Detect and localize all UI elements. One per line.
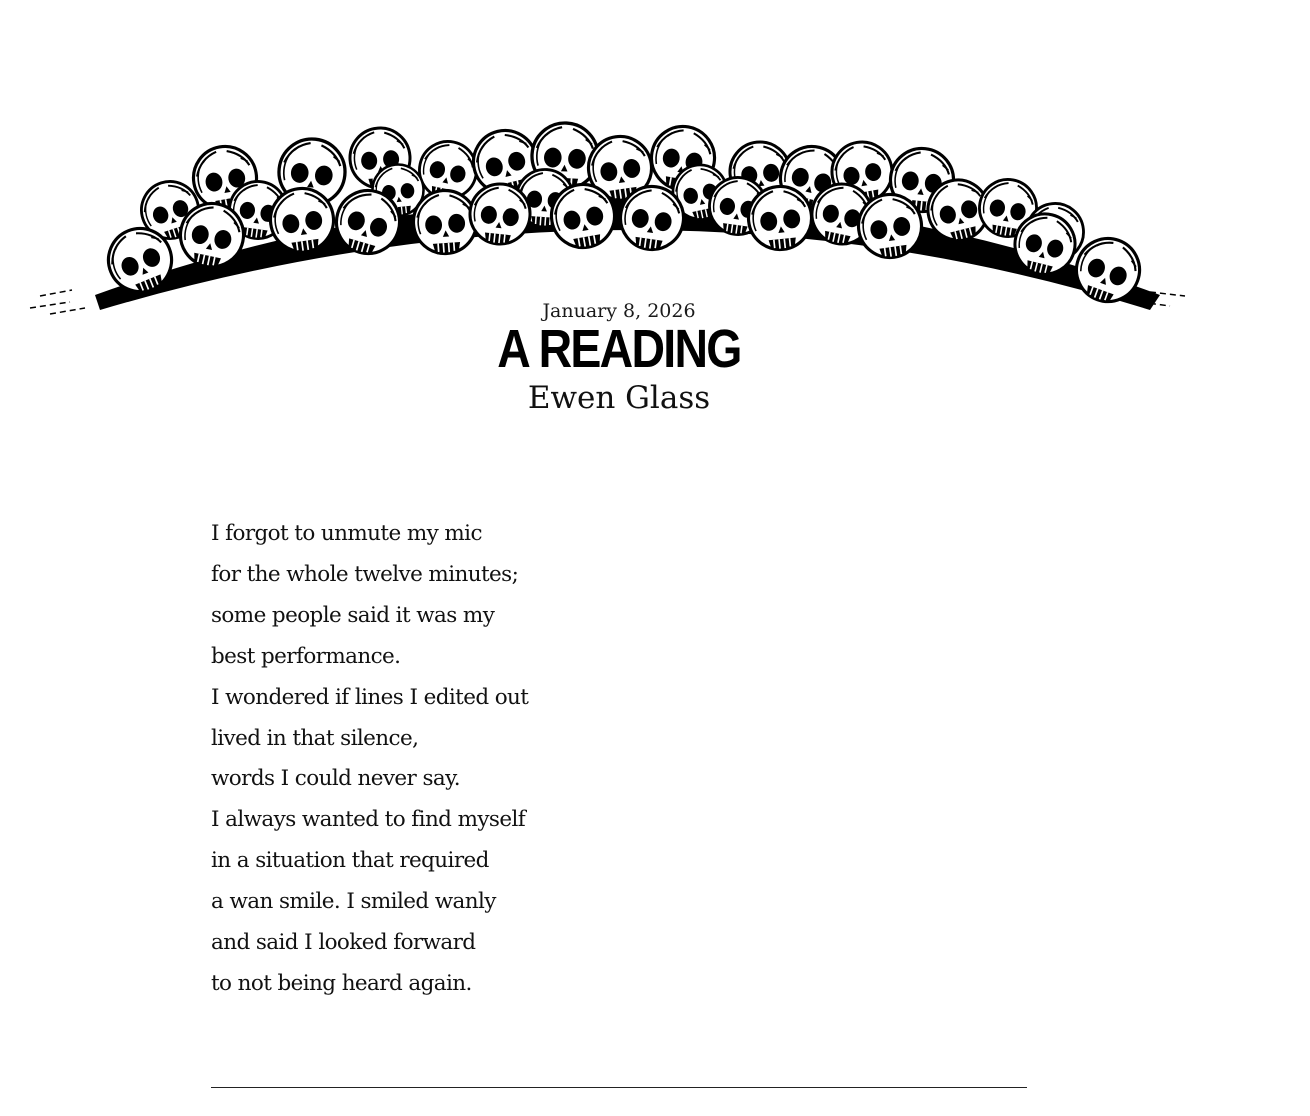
post-title: A READING xyxy=(497,319,741,379)
poem-line: a wan smile. I smiled wanly xyxy=(211,889,496,915)
poem-line: to not being heard again. xyxy=(211,970,472,996)
poem-line: and said I looked forward xyxy=(211,930,476,956)
poem-line: best performance. xyxy=(211,643,401,669)
post-author: Ewen Glass xyxy=(527,380,711,416)
post-header xyxy=(0,298,1238,418)
poem-line: for the whole twelve minutes; xyxy=(211,561,519,587)
poem-line: I always wanted to find myself xyxy=(211,807,526,833)
poem-line: some people said it was my xyxy=(211,602,495,628)
poem-line: I forgot to unmute my mic xyxy=(211,521,482,546)
poem-line: lived in that silence, xyxy=(211,725,419,751)
post-date: January 8, 2026 xyxy=(542,300,696,322)
poem-line: I wondered if lines I edited out xyxy=(211,684,529,710)
poem-line: in a situation that required xyxy=(211,848,489,874)
poem-line: words I could never say. xyxy=(211,766,461,792)
poem-body xyxy=(211,514,528,1005)
section-divider xyxy=(211,1087,1027,1088)
